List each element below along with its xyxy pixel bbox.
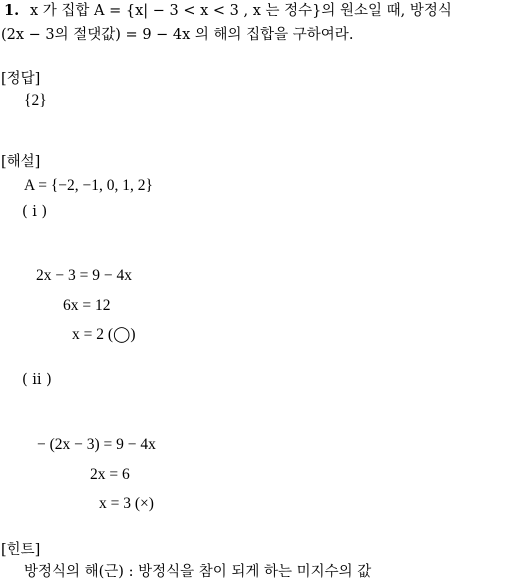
case-1-step-2: 6x = 12 [63, 297, 111, 314]
case-1-step-1: 2x − 3 = 9 − 4x [36, 267, 132, 284]
answer-heading: [정답] [1, 71, 41, 87]
case-2-step-2: 2x = 6 [90, 466, 130, 483]
solution-heading: [해설] [1, 154, 41, 170]
case-2-step-1: − (2x − 3) = 9 − 4x [37, 436, 156, 453]
problem-text-line1: x 가 집합 A = {x| − 3 < x < 3 , x 는 정수}의 원소일 때, 방정식 [30, 3, 452, 19]
case-1-label: ( i ) [22, 204, 48, 220]
problem-text-line2: (2x − 3의 절댓값) = 9 − 4x 의 해의 집합을 구하여라. [1, 27, 354, 43]
set-a-definition: A = {−2, −1, 0, 1, 2} [24, 177, 153, 194]
problem-number: 1. [4, 2, 20, 19]
case-1-step-3: x = 2 (◯) [72, 326, 136, 343]
hint-heading: [힌트] [1, 542, 41, 558]
hint-text: 방정식의 해(근) : 방정식을 참이 되게 하는 미지수의 값 [24, 564, 372, 580]
case-2-label: ( ii ) [22, 372, 52, 388]
case-2-step-3: x = 3 (×) [99, 495, 154, 512]
answer-value: {2} [24, 92, 47, 109]
